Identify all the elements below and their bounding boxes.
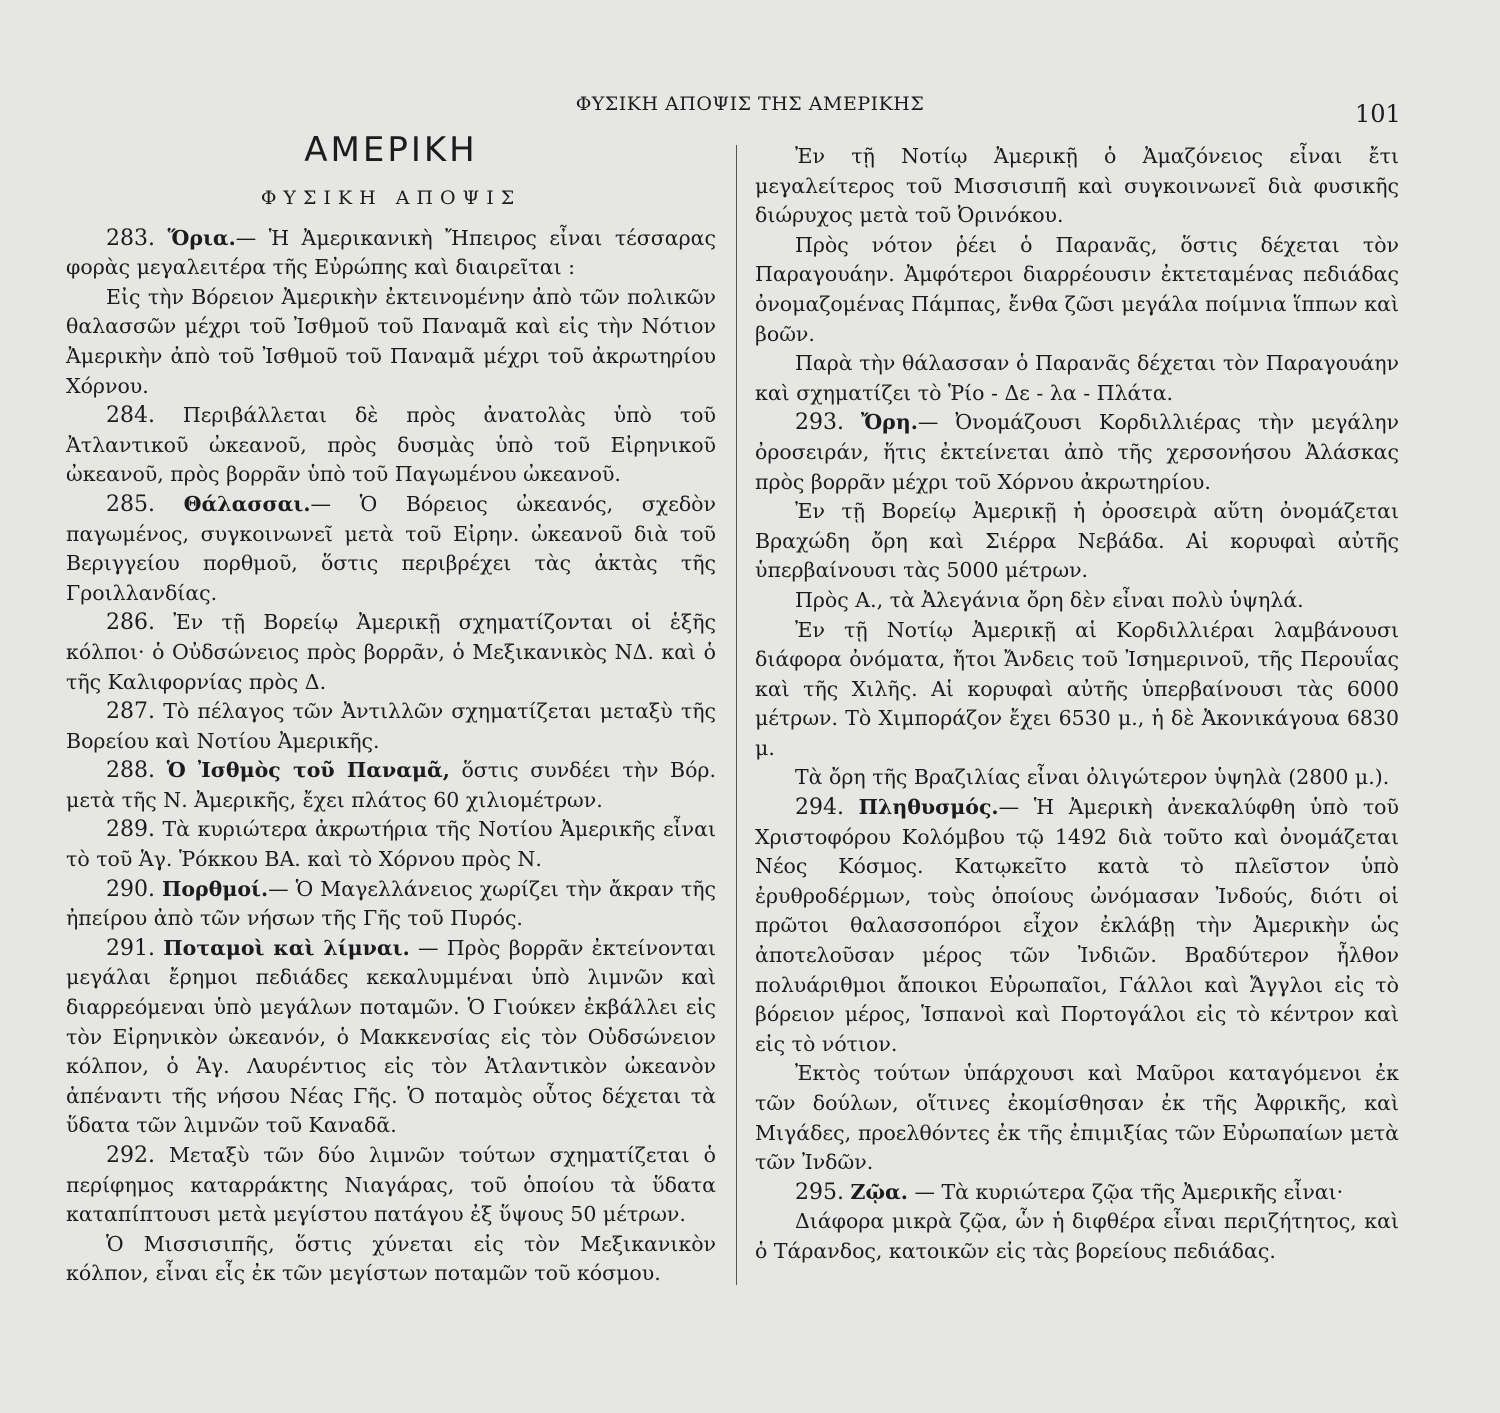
paragraph-text: Τὰ ὄρη τῆς Βραζιλίας εἶναι ὀλιγώτερον ὑψηλὰ (2800 μ.). [795, 765, 1390, 790]
section-number: 287. [106, 699, 155, 725]
paragraph-text: Ὁ Μισσισιπῆς, ὅστις χύνεται εἰς τὸν Μεξικανικὸν κόλπον, εἶναι εἷς ἐκ τῶν μεγίστων ποταμῶν τοῦ κόσμου. [66, 1231, 716, 1286]
left-column [66, 130, 716, 1289]
paragraph-text: Ἐν τῇ Βορείῳ Ἀμερικῇ σχηματίζονται οἱ ἑξῆς κόλποι· ὁ Οὐδσώνειος πρὸς βορρᾶν, ὁ Μεξικανικὸς ΝΔ. καὶ ὁ τῆς Καλιφορνίας πρὸς Δ. [66, 610, 716, 694]
paragraph [755, 1178, 1399, 1208]
paragraph [755, 793, 1399, 1059]
section-heading: Πληθυσμός. [858, 795, 999, 820]
paragraph-text: Μεταξὺ τῶν δύο λιμνῶν τούτων σχηματίζεται ὁ περίφημος καταρράκτης Νιαγάρας, τοῦ ὁποίου τὰ ὕδατα καταπίπτουσι μετὰ μεγίστου πατάγου ἐξ ὕψους 50 μέτρων. [66, 1143, 716, 1227]
paragraph-text: — Ἡ Ἀμερικὴ ἀνεκαλύφθη ὑπὸ τοῦ Χριστοφόρου Κολόμβου τῷ 1492 διὰ τοῦτο καὶ ὀνομάζεται Νέος Κόσμος. Κατῳκεῖτο κατὰ τὸ πλεῖστον ὑπὸ ἐρυθροδέρμων, τοὺς ὁποίους ὠνόμασαν Ἰνδούς, διότι οἱ πρῶτοι θαλασσοπόροι εἶχον ἐκλάβῃ τὴν Ἀμερικὴν ὡς ἀποτελοῦσαν μέρος τῶν Ἰνδιῶν. Βραδύτερον ἦλθον πολυάριθμοι ἄποικοι Εὐρωπαῖοι, Γάλλοι καὶ Ἄγγλοι εἰς τὸ βόρειον μέρος, Ἱσπανοὶ καὶ Πορτογάλοι εἰς τὸ κέντρον καὶ εἰς τὸ νότιον. [755, 795, 1399, 1056]
paragraph [66, 875, 716, 934]
paragraph [66, 934, 716, 1141]
paragraph [66, 815, 716, 874]
paragraph-text: — Ὁ Βόρειος ὠκεανός, σχεδὸν παγωμένος, συγκοινωνεῖ μετὰ τοῦ Εἰρην. ὠκεανοῦ διὰ τοῦ Βεριγγείου πορθμοῦ, ὅστις περιβρέχει τὰς ἀκτὰς τῆς Γροιλλανδίας. [66, 491, 716, 605]
left-paragraphs [66, 224, 716, 1289]
paragraph [755, 142, 1399, 231]
paragraph [755, 231, 1399, 349]
chapter-title: ΑΜΕΡΙΚΗ [304, 130, 478, 170]
section-number: 285. [106, 491, 155, 517]
section-number: 288. [106, 758, 155, 784]
paragraph-text: — Τὰ κυριώτερα ζῷα τῆς Ἀμερικῆς εἶναι· [907, 1179, 1344, 1204]
paragraph-text: Πρὸς νότον ῥέει ὁ Παρανᾶς, ὅστις δέχεται τὸν Παραγουάην. Ἀμφότεροι διαρρέουσιν ἐκτεταμένας πεδιάδας ὀνομαζομένας Πάμπας, ἔνθα ζῶσι μεγάλα ποίμνια ἵππων καὶ βοῶν. [755, 232, 1399, 346]
paragraph-text: Τὸ πέλαγος τῶν Ἀντιλλῶν σχηματίζεται μεταξὺ τῆς Βορείου καὶ Νοτίου Ἀμερικῆς. [66, 699, 716, 753]
paragraph [66, 1141, 716, 1230]
paragraph [66, 401, 716, 490]
paragraph [66, 608, 716, 697]
paragraph-text: — Ὀνομάζουσι Κορδιλλιέρας τὴν μεγάλην ὀροσειράν, ἥτις ἐκτείνεται ἀπὸ τῆς χερσονήσου Ἀλάσκας πρὸς βορρᾶν μέχρι τοῦ Χόρνου ἀκρωτηρίου. [755, 410, 1399, 494]
paragraph [66, 1230, 716, 1289]
paragraph-text: — Ἡ Ἀμερικανικὴ Ἤπειρος εἶναι τέσσαρας φορὰς μεγαλειτέρα τῆς Εὐρώπης καὶ διαιρεῖται : [66, 225, 716, 280]
paragraph-text: Ἐν τῇ Βορείῳ Ἀμερικῇ ἡ ὀροσειρὰ αὕτη ὀνομάζεται Βραχώδη ὄρη καὶ Σιέρρα Νεβάδα. Αἱ κορυφαὶ αὐτῆς ὑπερβαίνουσι τὰς 5000 μέτρων. [755, 499, 1399, 583]
section-number: 283. [106, 225, 155, 251]
paragraph [66, 756, 716, 815]
section-number: 284. [106, 403, 155, 429]
paragraph [755, 586, 1399, 616]
section-heading: Πορθμοί. [162, 876, 269, 901]
paragraph [66, 490, 716, 608]
right-column [755, 142, 1399, 1267]
paragraph [755, 763, 1399, 793]
paragraph-text: Περιβάλλεται δὲ πρὸς ἀνατολὰς ὑπὸ τοῦ Ἀτλαντικοῦ ὠκεανοῦ, πρὸς δυσμὰς ὑπὸ τοῦ Εἰρηνικοῦ ὠκεανοῦ, πρὸς βορρᾶν ὑπὸ τοῦ Παγωμένου ὠκεανοῦ. [66, 403, 716, 487]
paragraph-text: Εἰς τὴν Βόρειον Ἀμερικὴν ἐκτεινομένην ἀπὸ τῶν πολικῶν θαλασσῶν μέχρι τοῦ Ἰσθμοῦ τοῦ Παναμᾶ καὶ εἰς τὴν Νότιον Ἀμερικὴν ἀπὸ τοῦ Ἰσθμοῦ τοῦ Παναμᾶ μέχρι τοῦ ἀκρωτηρίου Χόρνου. [66, 284, 716, 398]
section-number: 293. [795, 410, 844, 436]
paragraph-text: Ἐν τῇ Νοτίῳ Ἀμερικῇ αἱ Κορδιλλιέραι λαμβάνουσι διάφορα ὀνόματα, ἤτοι Ἄνδεις τοῦ Ἰσημερινοῦ, τῆς Περουΐας καὶ τῆς Χιλῆς. Αἱ κορυφαὶ αὐτῆς ὑπερβαίνουσι τὰς 6000 μέτρων. Τὸ Χιμποράζον ἔχει 6530 μ., ἡ δὲ Ἀκονικάγουα 6830 μ. [755, 617, 1399, 760]
section-heading: Ὅρια. [167, 225, 236, 250]
section-number: 286. [106, 610, 155, 636]
paragraph-text: Πρὸς Α., τὰ Ἀλεγάνια ὄρη δὲν εἶναι πολὺ ὑψηλά. [795, 587, 1304, 612]
paragraph [66, 224, 716, 283]
paragraph-text: Τὰ κυριώτερα ἀκρωτήρια τῆς Νοτίου Ἀμερικῆς εἶναι τὸ τοῦ Ἁγ. Ῥόκκου ΒΑ. καὶ τὸ Χόρνου πρὸς Ν. [66, 817, 716, 872]
paragraph-text: Ἐν τῇ Νοτίῳ Ἀμερικῇ ὁ Ἀμαζόνειος εἶναι ἔτι μεγαλείτερος τοῦ Μισσισιπῆ καὶ συγκοινωνεῖ διὰ φυσικῆς διώρυχος μετὰ τοῦ Ὀρινόκου. [755, 144, 1399, 228]
section-number: 289. [106, 817, 155, 843]
paragraph-text: Παρὰ τὴν θάλασσαν ὁ Παρανᾶς δέχεται τὸν Παραγουάην καὶ σχηματίζει τὸ Ῥίο - Δε - λα - Πλάτα. [755, 351, 1399, 405]
section-number: 291. [106, 935, 155, 961]
paragraph-text: Ἐκτὸς τούτων ὑπάρχουσι καὶ Μαῦροι καταγόμενοι ἐκ τῶν δούλων, οἵτινες ἐκομίσθησαν ἐκ τῆς Ἀφρικῆς, καὶ Μιγάδες, προελθόντες ἐκ τῆς ἐπιμιξίας τῶν Εὐρωπαίων μετὰ τῶν Ἰνδῶν. [755, 1061, 1399, 1175]
paragraph [755, 616, 1399, 764]
section-heading: Ὄρη. [860, 410, 918, 435]
section-heading: Ζῷα. [850, 1179, 908, 1204]
paragraph [66, 697, 716, 756]
page-number: 101 [1355, 100, 1401, 128]
paragraph [755, 1059, 1399, 1177]
section-number: 292. [106, 1143, 155, 1168]
paragraph-text: Διάφορα μικρὰ ζῷα, ὧν ἡ διφθέρα εἶναι περιζήτητος, καὶ ὁ Τάρανδος, κατοικῶν εἰς τὰς βορείους πεδιάδας. [755, 1209, 1399, 1263]
section-number: 295. [795, 1179, 844, 1205]
section-number: 294. [795, 795, 844, 821]
paragraph-text: — Πρὸς βορρᾶν ἐκτείνονται μεγάλαι ἔρημοι πεδιάδες κεκαλυμμέναι ὑπὸ λιμνῶν καὶ διαρρεόμεναι ὑπὸ μεγάλων ποταμῶν. Ὁ Γιούκεν ἐκβάλλει εἰς τὸν Εἰρηνικὸν ὠκεανόν, ὁ Μακκενσίας εἰς τὸν Οὐδσώνειον κόλπον, ὁ Ἁγ. Λαυρέντιος εἰς τὸν Ἀτλαντικὸν ὠκεανὸν ἀπέναντι τῆς νήσου Νέας Γῆς. Ὁ ποταμὸς οὗτος δέχεται τὰ ὕδατα τῶν λιμνῶν τοῦ Καναδᾶ. [66, 935, 716, 1138]
paragraph [755, 497, 1399, 586]
right-paragraphs [755, 142, 1399, 1267]
running-head: ΦΥΣΙΚΗ ΑΠΟΨΙΣ ΤΗΣ ΑΜΕΡΙΚΗΣ [575, 93, 925, 115]
paragraph [66, 283, 716, 401]
section-number: 290. [106, 876, 155, 902]
section-heading: Ποταμοὶ καὶ λίμναι. [163, 935, 410, 960]
paragraph [755, 349, 1399, 408]
column-divider [736, 145, 737, 1285]
paragraph-text: — Ὁ Μαγελλάνειος χωρίζει τὴν ἄκραν τῆς ἠπείρου ἀπὸ τῶν νήσων τῆς Γῆς τοῦ Πυρός. [66, 876, 716, 931]
section-heading: Θάλασσαι. [183, 491, 311, 516]
paragraph-text: ὅστις συνδέει τὴν Βόρ. μετὰ τῆς Ν. Ἀμερικῆς, ἔχει πλάτος 60 χιλιομέτρων. [66, 758, 716, 812]
chapter-subtitle: ΦΥΣΙΚΗ ΑΠΟΨΙΣ [260, 187, 522, 209]
paragraph [755, 408, 1399, 497]
paragraph [755, 1207, 1399, 1266]
section-heading: Ὁ Ἰσθμὸς τοῦ Παναμᾶ, [166, 758, 450, 783]
